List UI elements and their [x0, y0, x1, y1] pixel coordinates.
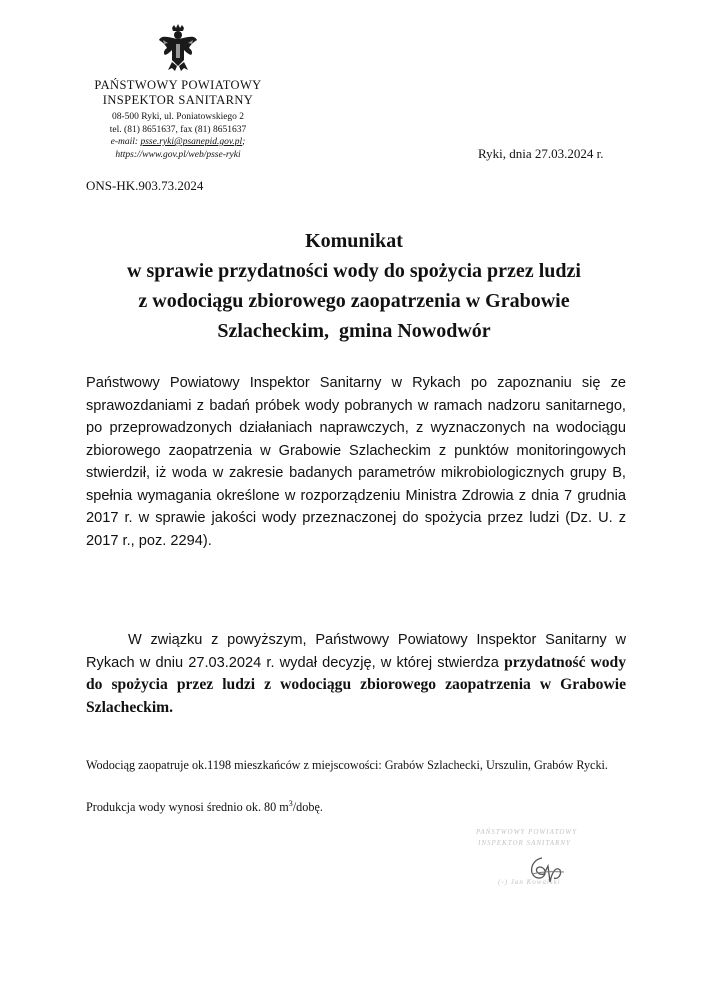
title-line3: z wodociągu zbiorowego zaopatrzenia w Grabowie: [138, 290, 570, 312]
reference-number: ONS-HK.903.73.2024: [86, 178, 204, 193]
production-superscript: 3: [288, 799, 293, 808]
issuer-email-line: [78, 136, 278, 149]
title-line2: w sprawie przydatności wody do spożycia przez ludzi: [127, 260, 581, 282]
eagle-emblem-icon: [158, 24, 198, 72]
stamp-line1: PAŃSTWOWY POWIATOWY: [476, 828, 578, 836]
note-population: Wodociąg zaopatruje ok.1198 mieszkańców z miejscowości: Grabów Szlachecki, Urszulin, Grabów Rycki.: [86, 758, 608, 772]
production-text: Produkcja wody wynosi średnio ok. 80 m: [86, 800, 289, 815]
paragraph-2-bold-text: przydatność wody do spożycia przez ludzi z wodociągu zbiorowego zaopatrzenia w Grabowie Szlacheckim.: [86, 653, 627, 716]
issuer-name-line1: PAŃSTWOWY POWIATOWY: [94, 78, 262, 92]
paragraph-2-text: W związku z powyższym, Państwowy Powiatowy Inspektor Sanitarny w Rykach w dniu 27.03.2024 r. wydał decyzję, w której stwierdza: [86, 632, 626, 671]
issuer-header: [78, 78, 278, 161]
note-production: [86, 794, 626, 817]
email-label: e-mail:: [110, 137, 141, 147]
place-and-date: Ryki, dnia 27.03.2024 r.: [478, 146, 604, 161]
issuer-website[interactable]: https://www.gov.pl/web/psse-ryki: [115, 149, 241, 160]
body-paragraph-2: [86, 629, 626, 719]
stamp-line2: INSPEKTOR SANITARNY: [478, 839, 571, 847]
title-line1: Komunikat: [305, 230, 403, 252]
document-title: [60, 226, 648, 346]
title-line4: Szlacheckim, gmina Nowodwór: [217, 320, 491, 342]
issuer-name-line2: INSPEKTOR SANITARNY: [102, 93, 254, 107]
signature-icon: [520, 852, 580, 892]
email-link[interactable]: psse.ryki@psanepid.gov.pl: [140, 137, 243, 147]
stamp-line3: (-) Jan Kowalski: [498, 878, 561, 886]
email-suffix: ;: [242, 137, 246, 147]
production-unit: /dobę.: [292, 800, 323, 815]
body-paragraph-1: Państwowy Powiatowy Inspektor Sanitarny w Rykach po zapoznaniu się ze sprawozdaniami z badań próbek wody pobranych w ramach nadzoru sanitarnego, po przeprowadzonych działaniach naprawczych, z wyznaczonych na wodociągu zbiorowego zaopatrzenia w Grabowie Szlacheckim z punktów monitoringowych stwierdził, iż woda w zakresie badanych parametrów mikrobiologicznych grupy B, spełnia wymagania określone w rozporządzeniu Ministra Zdrowia z dnia 7 grudnia 2017 r. w sprawie jakości wody przeznaczonej do spożycia przez ludzi (Dz. U. z 2017 r., poz. 2294).: [86, 375, 626, 549]
issuer-phone: tel. (81) 8651637, fax (81) 8651637: [109, 124, 247, 135]
issuer-address: 08-500 Ryki, ul. Poniatowskiego 2: [111, 112, 245, 122]
